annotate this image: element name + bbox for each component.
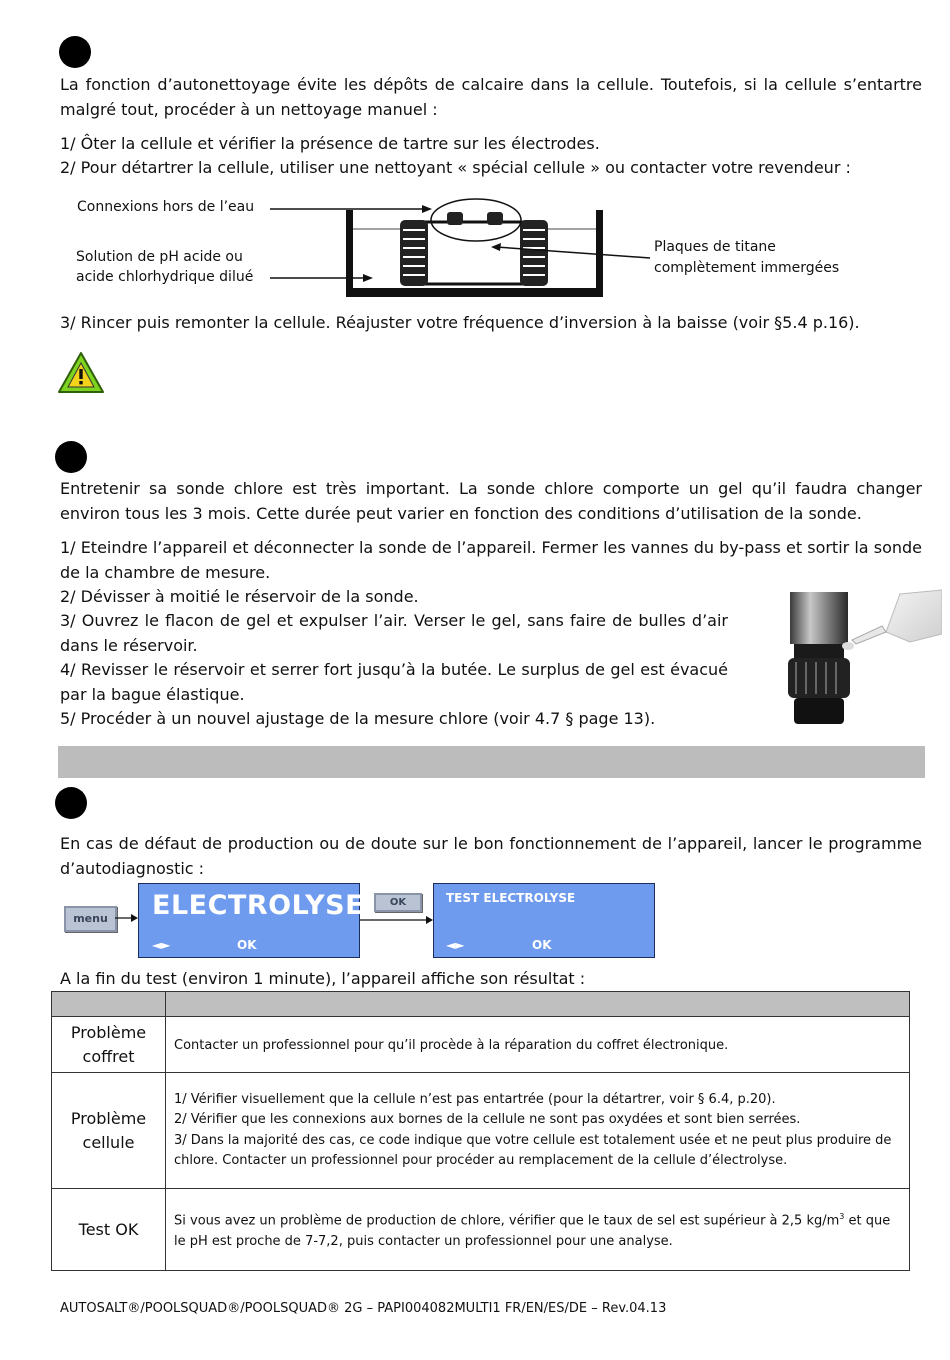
lcd-screen-electrolyse [138,883,365,958]
label-plaques-line2: complètement immergées [654,260,840,276]
lcd-title: ELECTROLYSE [152,890,365,921]
section-bullet-1 [59,36,91,68]
warning-icon [57,351,105,395]
label-solution-line2: acide chlorhydrique dilué [76,269,254,285]
row-label-line: Problème [70,1022,147,1042]
row-text-line: 3/ Dans la majorité des cas, ce code indique que votre cellule est totalement usée et ne peut plus produire de chlore. Contacter un professionnel pour procéder au remplacement de la cellule d’électrolyse. [174,1132,892,1168]
table-header-row [52,992,910,1017]
lcd-ok: OK [532,938,552,952]
table-row [52,1189,910,1271]
page-footer: AUTOSALT®/POOLSQUAD®/POOLSQUAD® 2G – PAPI004082MULTI1 FR/EN/ES/DE – Rev.04.13 [60,1301,667,1316]
section3-result-intro: A la fin du test (environ 1 minute), l’appareil affiche son résultat : [60,969,586,988]
row-label [52,1017,166,1073]
row-label [52,1189,166,1271]
cell-cleaning-diagram [260,192,660,302]
ok-button[interactable]: OK [374,893,422,912]
row-label [52,1073,166,1189]
section-bullet-2 [55,441,87,473]
section1-intro: La fonction d’autonettoyage évite les dépôts de calcaire dans la cellule. Toutefois, si la cellule s’entartre malgré tout, procéder à un nettoyage manuel : [60,75,922,119]
table-header-cell [52,992,166,1017]
row-label-line: cellule [82,1132,135,1152]
row-text-part: et que le pH est proche de 7-7,2, puis contacter un professionnel pour une analyse. [174,1213,891,1249]
section2-step-1: 1/ Eteindre l’appareil et déconnecter la sonde de l’appareil. Fermer les vannes du by-pass et sortir la sonde de la chambre de mesure. [60,538,922,582]
row-text-line: Contacter un professionnel pour qu’il procède à la réparation du coffret électronique. [174,1037,729,1053]
lcd-arrows: ◄► [446,938,465,952]
row-text [166,1073,910,1189]
label-plaques-line1: Plaques de titane [654,239,776,255]
arrow-right-icon [115,912,139,924]
arrow-right-icon [360,914,434,926]
row-text [166,1189,910,1271]
lcd-ok: OK [237,938,257,952]
section2-step-2: 2/ Dévisser à moitié le réservoir de la sonde. [60,587,419,606]
lcd-arrows: ◄► [152,938,171,952]
section-bullet-3 [55,787,87,819]
chlorine-probe-photo [760,588,942,730]
row-text-part: Si vous avez un problème de production de chlore, vérifier que le taux de sel est supérieur à 2,5 kg/m [174,1213,840,1229]
section1-step-2: 2/ Pour détartrer la cellule, utiliser une nettoyant « spécial cellule » ou contacter votre revendeur : [60,158,851,177]
table-header-cell [166,992,910,1017]
menu-button[interactable]: menu [64,906,117,932]
lcd-title: TEST ELECTROLYSE [446,891,576,905]
section1-step-3: 3/ Rincer puis remonter la cellule. Réajuster votre fréquence d’inversion à la baisse (voir §5.4 p.16). [60,313,860,332]
section1-step-1: 1/ Ôter la cellule et vérifier la présence de tartre sur les électrodes. [60,134,600,153]
section2-step-5: 5/ Procéder à un nouvel ajustage de la mesure chlore (voir 4.7 § page 13). [60,709,656,728]
superscript: 3 [839,1211,845,1221]
section2-intro: Entretenir sa sonde chlore est très important. La sonde chlore comporte un gel qu’il faudra changer environ tous les 3 mois. Cette durée peut varier en fonction des conditions d’utilisation de la sonde. [60,479,922,523]
table-row [52,1073,910,1189]
row-label-line: coffret [82,1046,135,1066]
row-label-line: Problème [70,1108,147,1128]
label-connexions: Connexions hors de l’eau [77,199,255,215]
label-solution-line1: Solution de pH acide ou [76,249,243,265]
row-text-line: 1/ Vérifier visuellement que la cellule n’est pas entartrée (pour la détartrer, voir § 6.4, p.20). [174,1091,776,1107]
section3-intro: En cas de défaut de production ou de doute sur le bon fonctionnement de l’appareil, lancer le programme d’autodiagnostic : [60,834,922,878]
row-label-line: Test OK [78,1219,139,1239]
section2-step-3: 3/ Ouvrez le flacon de gel et expulser l’air. Verser le gel, sans faire de bulles d’air dans le réservoir. [60,611,728,655]
diagnostic-result-table [51,991,910,1271]
row-text-line: 2/ Vérifier que les connexions aux bornes de la cellule ne sont pas oxydées et sont bien serrées. [174,1112,801,1127]
lcd-screen-test-electrolyse [433,883,655,958]
section-header-bar [58,746,925,778]
table-row [52,1017,910,1073]
section2-step-4: 4/ Revisser le réservoir et serrer fort jusqu’à la butée. Le surplus de gel est évacué par la bague élastique. [60,660,728,704]
row-text [166,1017,910,1073]
